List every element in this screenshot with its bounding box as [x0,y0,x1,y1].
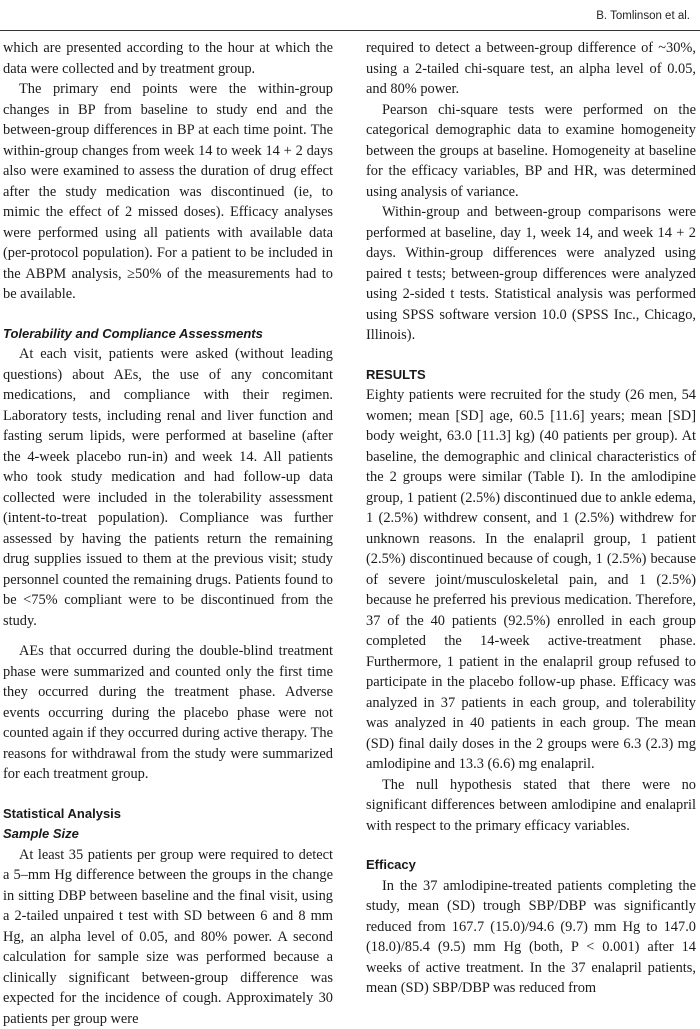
section-heading-tolerability: Tolerability and Compliance Assessments [3,324,333,345]
subsection-heading-sample-size: Sample Size [3,824,333,845]
paragraph: which are presented according to the hour at which the data were collected and by treatment group. [3,38,333,79]
paragraph: Pearson chi-square tests were performed on the categorical demographic data to examine homogeneity between the groups at baseline. Homogeneity at baseline for the efficacy variables, BP and HR, was determined using analysis of variance. [366,100,696,203]
paragraph: The primary end points were the within-group changes in BP from baseline to study end and the between-group differences in BP at each time point. The within-group changes from week 14 to week 14 + 2 days also were examined to assess the duration of drug effect after the study medication was discontinued (ie, to mimic the effect of 2 missed doses). Efficacy analyses were performed using all patients with available data (per-protocol population). For a patient to be included in the ABPM analysis, ≥50% of the measurements had to be available. [3,79,333,305]
paragraph: At each visit, patients were asked (without leading questions) about AEs, the use of any concomitant medications, and compliance with their regimen. Laboratory tests, including renal and liver function and fasting serum lipids, were performed at baseline (after the 4-week placebo run-in) and week 14. All patients who took study medication and had follow-up data collected were included in the tolerability assessment (intent-to-treat population). Compliance was further assessed by having the patients return the remaining drug supplies issued to them at the previous visit; study personnel counted the remaining drugs. Patients found to be <75% compliant were to be discontinued from the study. [3,344,333,631]
section-heading-statistical-analysis: Statistical Analysis [3,804,333,825]
paragraph: required to detect a between-group difference of ~30%, using a 2-tailed chi-square test, an alpha level of 0.05, and 80% power. [366,38,696,100]
section-heading-results: RESULTS [366,365,696,386]
paragraph: The null hypothesis stated that there were no significant differences between amlodipine and enalapril with respect to the primary efficacy variables. [366,775,696,837]
header-rule [0,30,700,31]
paragraph: Eighty patients were recruited for the study (26 men, 54 women; mean [SD] age, 60.5 [11.6] years; mean [SD] body weight, 63.0 [11.3] kg) (40 patients per group). At baseline, the demographic and clinical characteristics of the 2 groups were similar (Table I). In the amlodipine group, 1 patient (2.5%) discontinued due to ankle edema, 1 (2.5%) withdrew consent, and 1 (2.5%) withdrew for unknown reasons. In the enalapril group, 1 patient (2.5%) discontinued because of cough, 1 (2.5%) because of severe joint/musculoskeletal pain, and 1 (2.5%) because he preferred his previous medication. Therefore, 37 of the 40 patients (92.5%) enrolled in each group completed the 14-week active-treatment phase. Furthermore, 1 patient in the enalapril group refused to participate in the placebo follow-up phase. Efficacy was analyzed in 37 patients in each group, and tolerability was analyzed in 40 patients in each group. The mean (SD) final daily doses in the 2 groups were 6.3 (2.3) mg amlodipine and 13.3 (6.6) mg enalapril. [366,385,696,775]
paragraph: AEs that occurred during the double-blind treatment phase were summarized and counted only the first time they occurred during the treatment phase. Adverse events occurring during the placebo phase were not counted again if they occurred during active therapy. The reasons for withdrawal from the study were summarized for each treatment group. [3,641,333,785]
paragraph: Within-group and between-group comparisons were performed at baseline, day 1, week 14, and week 14 + 2 days. Within-group differences were analyzed using paired t tests; between-group differences were analyzed using 2-sided t tests. Statistical analysis was performed using SPSS software version 10.0 (SPSS Inc., Chicago, Illinois). [366,202,696,346]
running-head: B. Tomlinson et al. [596,10,690,22]
paragraph: At least 35 patients per group were required to detect a 5–mm Hg difference between the groups in the change in sitting DBP between baseline and the final visit, using a 2-tailed unpaired t test with SD between 6 and 8 mm Hg, an alpha level of 0.05, and 80% power. A second calculation for sample size was performed because a clinically significant between-group difference was expected for the incidence of cough. Approximately 30 patients per group were [3,845,333,1029]
paragraph: In the 37 amlodipine-treated patients completing the study, mean (SD) trough SBP/DBP was significantly reduced from 167.7 (15.0)/94.6 (9.7) mm Hg to 147.0 (18.0)/85.4 (9.5) mm Hg (both, P < 0.001) after 14 weeks of active treatment. In the 37 enalapril patients, mean (SD) SBP/DBP was reduced from [366,876,696,999]
right-column [366,38,696,999]
left-column [3,38,333,1029]
section-heading-efficacy: Efficacy [366,855,696,876]
